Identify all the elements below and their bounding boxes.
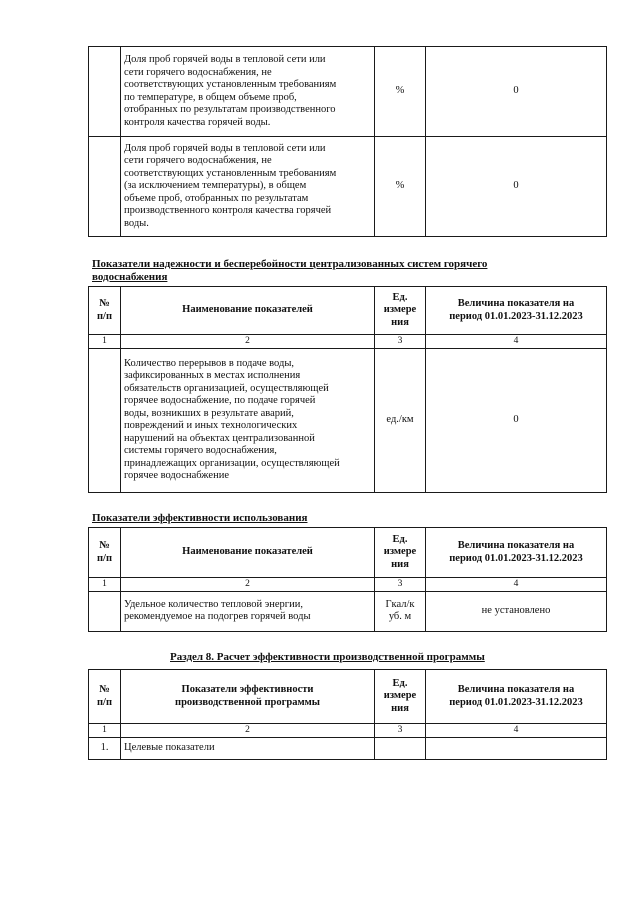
- row-number-cell: 1.: [89, 737, 121, 759]
- column-index-row: [89, 578, 607, 592]
- section8-heading: Раздел 8. Расчет эффективности производственной программы: [170, 651, 485, 663]
- column-index: 2: [121, 335, 375, 349]
- indicator-name-cell: Доля проб горячей воды в тепловой сети или сети горячего водоснабжения, не соответствующих установленным требованиям по температуре, в общем объеме проб, отобранных по результатам производственного контроля качества горячей воды.: [121, 47, 375, 137]
- column-header-number: № п/п: [89, 287, 121, 335]
- column-index: 3: [375, 724, 426, 738]
- unit-cell: %: [375, 47, 426, 137]
- table-row: [89, 348, 607, 492]
- indicator-name-cell: Доля проб горячей воды в тепловой сети или сети горячего водоснабжения, не соответствующих установленным требованиям (за исключением температуры), в общем объеме проб, отобранных по результатам производственного контроля качества горячей воды.: [121, 137, 375, 237]
- unit-cell: %: [375, 137, 426, 237]
- column-index: 4: [426, 578, 607, 592]
- column-header-number: № п/п: [89, 528, 121, 578]
- table-header-row: [89, 287, 607, 335]
- table-header-row: [89, 670, 607, 724]
- efficiency-heading: Показатели эффективности использования: [92, 512, 308, 524]
- value-cell: 0: [426, 348, 607, 492]
- column-index: 1: [89, 335, 121, 349]
- table-row: [89, 137, 607, 237]
- value-cell: 0: [426, 137, 607, 237]
- table-header-row: [89, 528, 607, 578]
- column-header-name: Наименование показателей: [121, 528, 375, 578]
- column-header-name: Наименование показателей: [121, 287, 375, 335]
- indicator-name-cell: Удельное количество тепловой энергии, рекомендуемое на подогрев горячей воды: [121, 591, 375, 631]
- efficiency-table: [88, 527, 607, 632]
- column-index: 4: [426, 724, 607, 738]
- unit-cell: ед./км: [375, 348, 426, 492]
- value-cell: 0: [426, 47, 607, 137]
- table-row: [89, 591, 607, 631]
- column-index: 3: [375, 578, 426, 592]
- column-index-row: [89, 335, 607, 349]
- column-header-unit: Ед. измере ния: [375, 287, 426, 335]
- unit-cell: [375, 737, 426, 759]
- column-index: 1: [89, 724, 121, 738]
- top-indicators-table: [88, 46, 607, 237]
- column-index: 1: [89, 578, 121, 592]
- column-index: 2: [121, 724, 375, 738]
- column-index: 2: [121, 578, 375, 592]
- section8-table: [88, 669, 607, 760]
- row-number-cell: [89, 348, 121, 492]
- column-index: 4: [426, 335, 607, 349]
- column-header-value: Величина показателя на период 01.01.2023-31.12.2023: [426, 528, 607, 578]
- table-row: [89, 47, 607, 137]
- column-index: 3: [375, 335, 426, 349]
- column-header-value: Величина показателя на период 01.01.2023-31.12.2023: [426, 287, 607, 335]
- reliability-heading: Показатели надежности и бесперебойности централизованных систем горячего водоснабжения: [92, 258, 488, 283]
- column-header-unit: Ед. измере ния: [375, 670, 426, 724]
- row-number-cell: [89, 137, 121, 237]
- column-header-name: Показатели эффективности производственной программы: [121, 670, 375, 724]
- row-number-cell: [89, 591, 121, 631]
- value-cell: [426, 737, 607, 759]
- value-cell: не установлено: [426, 591, 607, 631]
- row-number-cell: [89, 47, 121, 137]
- indicator-name-cell: Количество перерывов в подаче воды, зафиксированных в местах исполнения обязательств организацией, осуществляющей горячее водоснабжение, по подаче горячей воды, возникших в результате аварий, повреждений и иных технологических нарушений на объектах централизованной системы горячего водоснабжения, принадлежащих организации, осуществляющей горячее водоснабжение: [121, 348, 375, 492]
- indicator-name-cell: Целевые показатели: [121, 737, 375, 759]
- column-header-number: № п/п: [89, 670, 121, 724]
- column-header-value: Величина показателя на период 01.01.2023-31.12.2023: [426, 670, 607, 724]
- reliability-table: [88, 286, 607, 493]
- unit-cell: Гкал/к уб. м: [375, 591, 426, 631]
- column-index-row: [89, 724, 607, 738]
- table-row: [89, 737, 607, 759]
- column-header-unit: Ед. измере ния: [375, 528, 426, 578]
